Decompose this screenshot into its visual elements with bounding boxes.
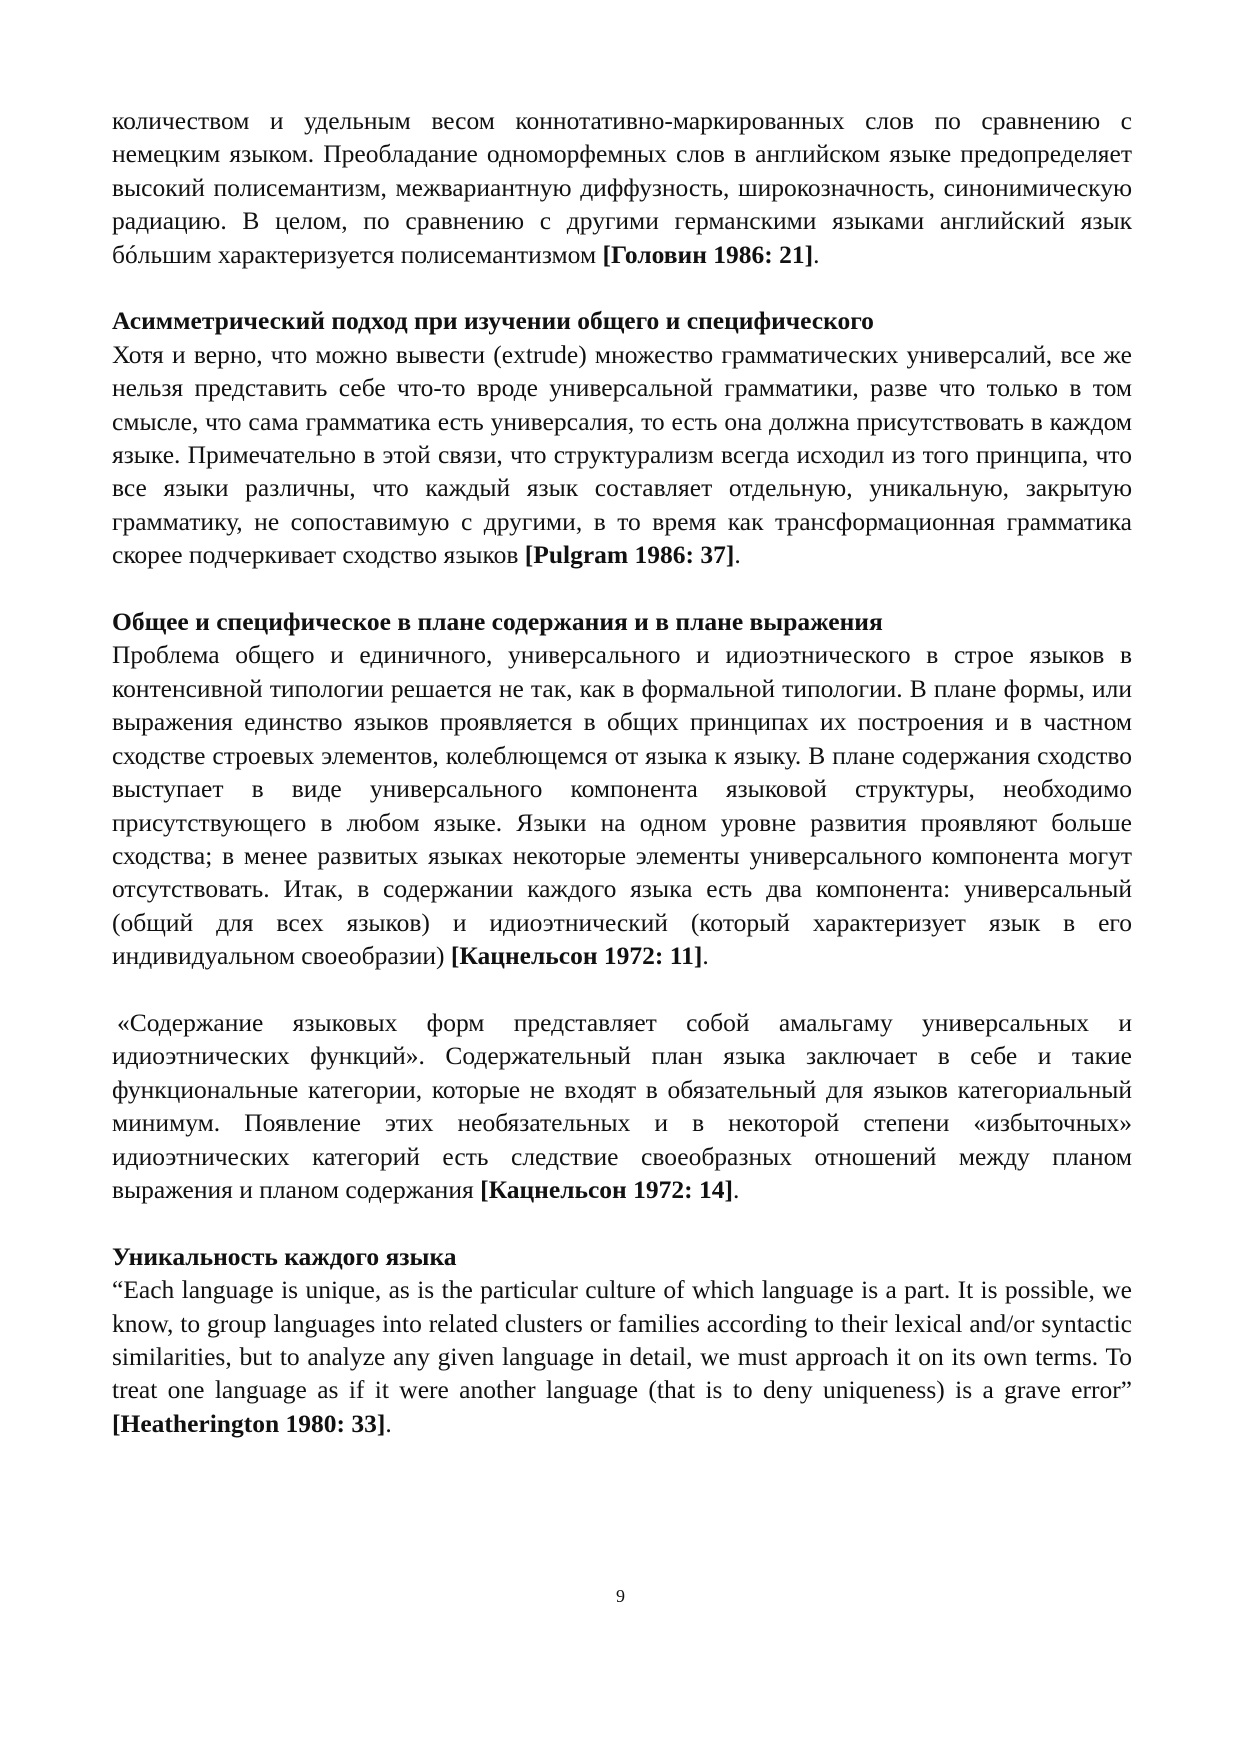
spacer [112, 271, 1132, 304]
punctuation: . [813, 239, 820, 269]
spacer [112, 973, 1132, 1006]
paragraph-asymmetric-approach [112, 338, 1132, 572]
paragraph-text: “Each language is unique, as is the particular culture of which language is a part. It is possible, we know, to group languages into related clusters or families according to their lexical and/or syntactic similarities, but to analyze any given language in detail, we must approach it on its own terms. To treat one language as if it were another language (that is to deny uniqueness) is a grave error” [112, 1275, 1132, 1405]
citation: [Pulgram 1986: 37] [524, 540, 735, 570]
punctuation: . [734, 540, 741, 570]
page-body [112, 104, 1132, 1440]
paragraph-uniqueness [112, 1273, 1132, 1440]
paragraph-text: «Содержание языковых форм представляет собой амальгаму универсальных и идиоэтнических функций». Содержательный план языка заключает в себе и такие функциональные категории, которые не входят в обязательный для языков категориальный минимум. Появление этих необязательных и в некоторой степени «избыточных» идиоэтнических категорий есть следствие своеобразных отношений между планом выражения и планом содержания [112, 1007, 1132, 1204]
spacer [112, 572, 1132, 605]
paragraph-intro [112, 104, 1132, 271]
punctuation: . [702, 941, 709, 971]
section-heading-content-expression: Общее и специфическое в плане содержания и в плане выражения [112, 607, 883, 637]
punctuation: . [732, 1174, 740, 1204]
citation: [Головин 1986: 21] [602, 239, 814, 269]
punctuation: . [385, 1408, 392, 1438]
citation: [Кацнельсон 1972: 11] [450, 941, 703, 971]
page-number: 9 [616, 1586, 625, 1606]
paragraph-text: Проблема общего и единичного, универсального и идиоэтнического в строе языков в контенсивной типологии решается не так, как в формальной типологии. В плане формы, или выражения единство языков проявляется в общих принципах их построения и в частном сходстве строевых элементов, колеблющемся от языка к языку. В плане содержания сходство выступает в виде универсального компонента языковой структуры, необходимо присутствующего в любом языке. Языки на одном уровне развития проявляют больше сходства; в менее развитых языках некоторые элементы универсального компонента могут отсутствовать. Итак, в содержании каждого языка есть два компонента: универсальный (общий для всех языков) и идиоэтнический (который характеризует язык в его индивидуальном своеобразии) [112, 640, 1132, 971]
paragraph-content-expression [112, 638, 1132, 972]
paragraph-text: количеством и удельным весом коннотативно-маркированных слов по сравнению с немецким языком. Преобладание одноморфемных слов в английском языке предопределяет высокий полисемантизм, межвариантную диффузность, широкозначность, синонимическую радиацию. В целом, по сравнению с другими германскими языками английский язык бóльшим характеризуется полисемантизмом [112, 106, 1132, 269]
citation: [Кацнельсон 1972: 14] [480, 1174, 733, 1204]
citation: [Heatherington 1980: 33] [112, 1408, 386, 1438]
paragraph-quote [112, 1006, 1132, 1206]
paragraph-text: Хотя и верно, что можно вывести (extrude) множество грамматических универсалий, все же нельзя представить себе что-то вроде универсальной грамматики, разве что только в том смысле, что сама грамматика есть универсалия, то есть она должна присутствовать в каждом языке. Примечательно в этой связи, что структурализм всегда исходил из того принципа, что все языки различны, что каждый язык составляет отдельную, уникальную, закрытую грамматику, не сопоставимую с другими, в то время как трансформационная грамматика скорее подчеркивает сходство языков [112, 339, 1132, 570]
section-heading-uniqueness: Уникальность каждого языка [112, 1241, 457, 1271]
spacer [112, 1206, 1132, 1239]
section-heading-asymmetric-approach: Асимметрический подход при изучении общего и специфического [112, 306, 874, 336]
